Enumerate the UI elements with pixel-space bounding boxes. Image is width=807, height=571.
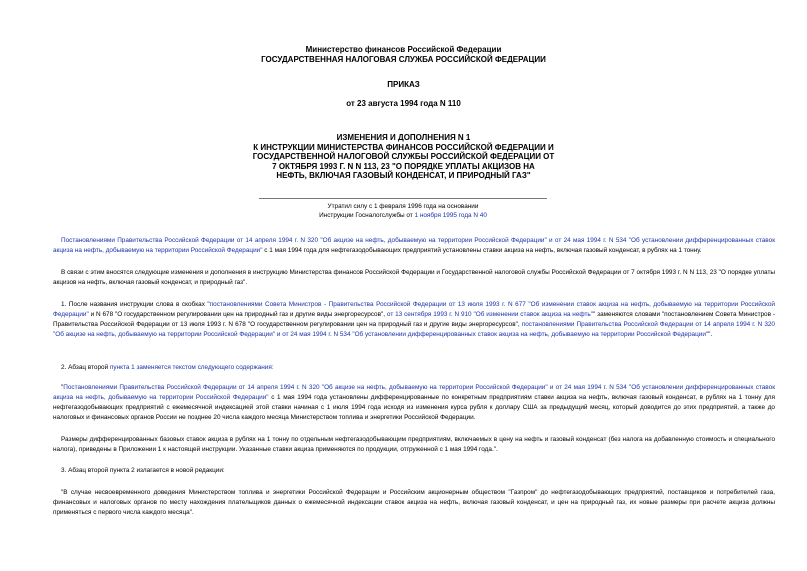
paragraph-text: 1. После названия инструкции слова в скобках " — [61, 301, 210, 308]
clause-link[interactable]: пункта 1 заменяется текстом следующего содержания: — [109, 364, 274, 371]
paragraph-text: "В случае несвоевременного доведения Министерством топлива и энергетики Российской Федерации и Российским акционерным обществом "Газпром" до нефтегазодобывающих предприятий, поставщиков и потребителей газа, финансовых и налоговых органов по месту нахождения плательщиков данных о ежемесячной индексации ставок акциза на нефть, включая газовый конденсат, и цен на природный газ, их новые размеры при расчете акциза должны применяться с первого числа каждого месяца". — [53, 489, 775, 516]
title-line: 7 ОКТЯБРЯ 1993 Г. N N 113, 23 "О ПОРЯДКЕ УПЛАТЫ АКЦИЗОВ НА — [272, 161, 535, 171]
title-line: НЕФТЬ, ВКЛЮЧАЯ ГАЗОВЫЙ КОНДЕНСАТ, И ПРИРОДНЫЙ ГАЗ" — [276, 171, 531, 180]
instruction-link[interactable]: 1 ноября 1995 года N 40 — [414, 212, 487, 219]
paragraph — [53, 363, 775, 373]
paragraph — [53, 488, 775, 518]
paragraph — [53, 268, 775, 288]
resolution-link[interactable]: постановлениями Правительства Российской Федерации от 14 апреля 1994 г. N 320 "Об акцизе на нефть, добываемую на территории Российской Федерации" и от 24 мая 1994 г. N 534 "Об установлении дифференцированных ставок акциза на нефть, добываемую на территории Российской Федерации" — [53, 321, 775, 338]
validity-note-text: Инструкции Госналогслужбы от — [319, 212, 415, 219]
paragraph-text: 2. Абзац второй — [61, 364, 110, 371]
title-line: ИЗМЕНЕНИЯ И ДОПОЛНЕНИЯ N 1 — [336, 133, 471, 142]
doc-type: ПРИКАЗ — [387, 80, 420, 89]
resolution-link[interactable]: Постановлениями Правительства Российской Федерации от 14 апреля 1994 г. N 320 "Об акцизе на нефть, добываемую на территории Российской Федерации" и от 24 мая 1994 г. N 534 "Об установлении дифференцированных ставок акциза на нефть, добываемую на территории Российской Федерации" — [53, 237, 775, 254]
paragraph-text: с 1 мая 1994 года установлены дифференцированные по конкретным предприятиям ставки акциза на нефть, включая газовый конденсат, в рублях на 1 тонну для нефтегазодобывающих предприятий с ежемесячной индексацией этой ставки начиная с 1 июля 1994 года исходя из изменения курса рубля к доллару США за предыдущий месяц, который доводится до этих предприятий, а также до налоговых и финансовых органов России не позднее 20 числа каждого месяца Министерством топлива и энергетики Российской Федерации. — [53, 394, 775, 421]
paragraph-text: Размеры дифференцированных базовых ставок акциза в рублях на 1 тонну по отдельным нефтегазодобывающим предприятиям, включаемых в цену на нефть и газовый конденсат (без налога на добавленную стоимость и специального налога), приведены в Приложении 1 к настоящей инструкции. Указанные ставки акциза применяются по продукции, отгруженной с 1 мая 1994 года.". — [53, 436, 775, 453]
title-line: ГОСУДАРСТВЕННОЙ НАЛОГОВОЙ СЛУЖБЫ РОССИЙСКОЙ ФЕДЕРАЦИИ ОТ — [252, 152, 555, 161]
paragraph — [53, 383, 775, 423]
paragraph — [53, 435, 775, 455]
validity-note — [259, 202, 547, 220]
paragraph — [53, 300, 775, 340]
validity-note-line: Утратил силу с 1 февраля 1996 года на основании — [327, 203, 479, 210]
paragraph-text: 3. Абзац второй пункта 2 излагается в новой редакции: — [61, 467, 225, 474]
service-name: ГОСУДАРСТВЕННАЯ НАЛОГОВАЯ СЛУЖБА РОССИЙСКОЙ ФЕДЕРАЦИИ — [261, 54, 546, 64]
paragraph-text: " — [61, 384, 64, 391]
paragraph-text: с 1 мая 1994 года для нефтегазодобывающих предприятий установлены ставки акциза на нефть, включая газовый конденсат, в рублях на 1 тонну. — [262, 247, 702, 254]
paragraph-text: В связи с этим вносятся следующие изменения и дополнения в инструкцию Министерства финансов Российской Федерации и Государственной налоговой службы Российской Федерации от 7 октября 1993 г. N N 113, 23 "О порядке уплаты акцизов на нефть, включая газовый конденсат, и природный газ". — [53, 269, 775, 286]
paragraph-text: " заменяются словами "постановлением Совета Министров - Правительства Российской Федерации от 13 июля 1993 г. N 678 "О государственном регулировании цен на природный газ и другие виды энергоресурсов", — [53, 311, 776, 328]
paragraph-text: и N 678 "О государственном регулировании цен на природный газ и другие виды энергоресурсов", — [88, 311, 387, 318]
paragraph — [53, 466, 775, 476]
validity-note-line — [259, 211, 547, 220]
resolution-link[interactable]: Постановлениями Правительства Российской Федерации от 14 апреля 1994 г. N 320 "Об акцизе на нефть, добываемую на территории Российской Федерации" и от 24 мая 1994 г. N 534 "Об установлении дифференцированных ставок акциза на нефть, добываемую на территории Российской Федерации" — [53, 384, 775, 401]
resolution-link[interactable]: от 13 сентября 1993 г. N 910 "Об изменении ставок акциза на нефть" — [386, 311, 594, 318]
doc-date: от 23 августа 1994 года N 110 — [346, 99, 461, 108]
title-line: К ИНСТРУКЦИИ МИНИСТЕРСТВА ФИНАНСОВ РОССИЙСКОЙ ФЕДЕРАЦИИ И — [253, 142, 554, 152]
paragraph — [53, 236, 775, 256]
resolution-link[interactable]: постановлениями Совета Министров - Правительства Российской Федерации от 13 июля 1993 г. N 677 "Об изменении ставок акциза на нефть, добываемую на территории Российской Федерации" — [53, 301, 776, 318]
divider — [259, 198, 547, 199]
ministry-name: Министерство финансов Российской Федерации — [305, 45, 502, 54]
paragraph-text: ". — [708, 331, 713, 338]
document-header — [0, 45, 807, 64]
document-title — [0, 133, 807, 181]
